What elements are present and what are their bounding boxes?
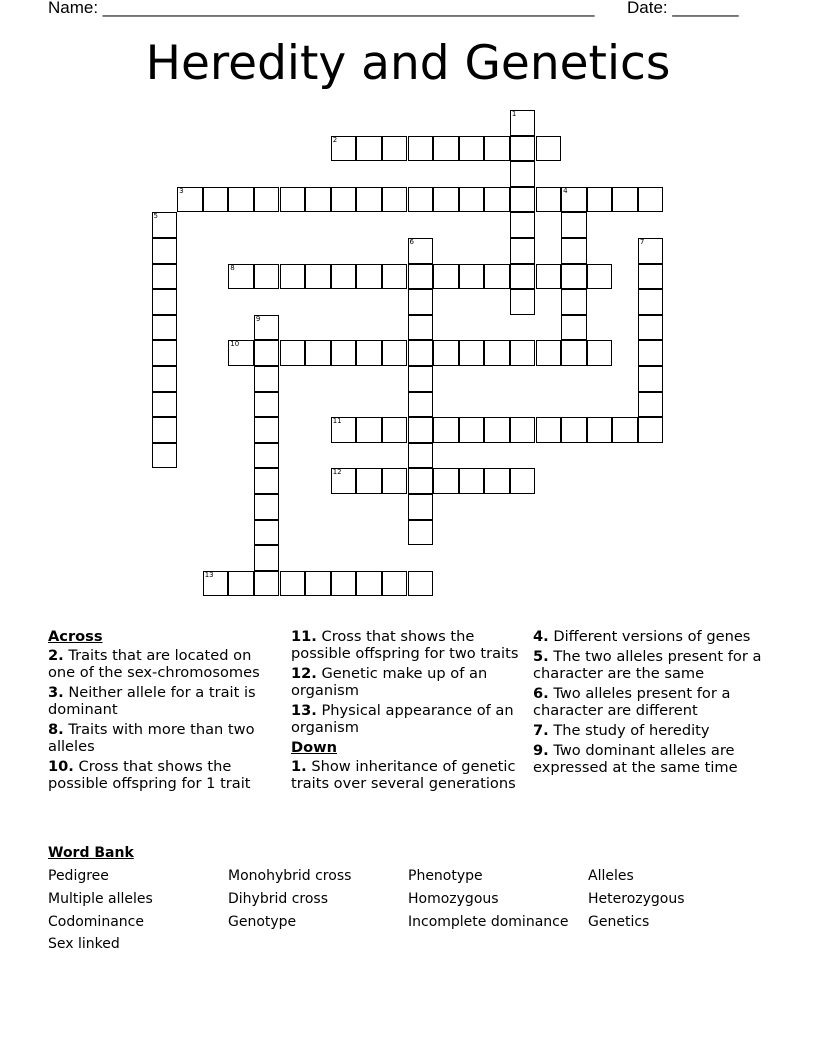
crossword-cell[interactable] (510, 468, 536, 494)
crossword-cell[interactable] (228, 571, 254, 597)
crossword-cell[interactable] (561, 264, 587, 290)
clue-across-13: 13. Physical appearance of an organism (291, 702, 514, 736)
crossword-cell[interactable] (408, 238, 434, 264)
crossword-cell[interactable] (254, 340, 280, 366)
word-bank-item: Dihybrid cross (228, 891, 328, 907)
crossword-cell[interactable] (305, 187, 331, 213)
clue-down-9: 9. Two dominant alleles are expressed at the same time (533, 742, 738, 776)
clue-number: 6 (409, 238, 414, 246)
crossword-cell[interactable] (484, 340, 510, 366)
clue-number: 10 (230, 340, 240, 349)
crossword-cell[interactable] (561, 238, 587, 264)
crossword-cell[interactable] (459, 136, 485, 162)
crossword-cell[interactable] (638, 187, 664, 213)
crossword-cell[interactable] (254, 264, 280, 290)
crossword-cell[interactable] (280, 264, 306, 290)
clue-number: 5 (153, 212, 158, 221)
crossword-cell[interactable] (510, 264, 536, 290)
crossword-cell[interactable] (382, 264, 408, 290)
crossword-cell[interactable] (408, 187, 434, 213)
crossword-cell[interactable] (510, 136, 536, 162)
crossword-cell[interactable] (152, 212, 178, 238)
crossword-cell[interactable] (382, 340, 408, 366)
crossword-cell[interactable] (331, 571, 357, 597)
crossword-cell[interactable] (510, 340, 536, 366)
crossword-cell[interactable] (152, 238, 178, 264)
word-bank-item: Homozygous (408, 891, 499, 907)
crossword-cell[interactable] (382, 417, 408, 443)
crossword-cell[interactable] (382, 187, 408, 213)
crossword-cell[interactable] (280, 571, 306, 597)
crossword-cell[interactable] (459, 264, 485, 290)
crossword-cell[interactable] (536, 264, 562, 290)
crossword-cell[interactable] (254, 545, 280, 571)
crossword-cell[interactable] (305, 264, 331, 290)
crossword-cell[interactable] (152, 392, 178, 418)
clue-across-3: 3. Neither allele for a trait is dominant (48, 684, 256, 718)
crossword-cell[interactable] (254, 392, 280, 418)
crossword-cell[interactable] (356, 187, 382, 213)
crossword-cell[interactable] (638, 392, 664, 418)
crossword-cell[interactable] (536, 187, 562, 213)
crossword-cell[interactable] (408, 315, 434, 341)
crossword-cell[interactable] (433, 187, 459, 213)
crossword-cell[interactable] (510, 161, 536, 187)
crossword-cell[interactable] (408, 417, 434, 443)
crossword-cell[interactable] (254, 417, 280, 443)
crossword-cell[interactable] (638, 417, 664, 443)
clue-down-5: 5. The two alleles present for a character are the same (533, 648, 762, 682)
word-bank-item: Alleles (588, 868, 634, 884)
clue-across-8: 8. Traits with more than two alleles (48, 721, 255, 755)
crossword-cell[interactable] (152, 264, 178, 290)
crossword-cell[interactable] (459, 417, 485, 443)
clues-column-3 (533, 628, 768, 779)
crossword-cell[interactable] (254, 494, 280, 520)
crossword-cell[interactable] (408, 366, 434, 392)
crossword-cell[interactable] (433, 468, 459, 494)
crossword-cell[interactable] (536, 136, 562, 162)
crossword-cell[interactable] (408, 136, 434, 162)
crossword-cell[interactable] (305, 571, 331, 597)
crossword-cell[interactable] (331, 340, 357, 366)
crossword-cell[interactable] (484, 417, 510, 443)
crossword-cell[interactable] (382, 136, 408, 162)
crossword-cell[interactable] (152, 417, 178, 443)
across-heading: Across (48, 628, 103, 645)
clue-number: 9 (255, 314, 261, 323)
crossword-cell[interactable] (408, 392, 434, 418)
crossword-cell[interactable] (331, 187, 357, 213)
crossword-cell[interactable] (228, 340, 254, 366)
page-title: Heredity and Genetics (145, 36, 671, 91)
crossword-cell[interactable] (203, 187, 229, 213)
crossword-cell[interactable] (152, 315, 178, 341)
crossword-cell[interactable] (561, 289, 587, 315)
crossword-cell[interactable] (484, 468, 510, 494)
clue-number: 1 (511, 110, 517, 118)
crossword-cell[interactable] (459, 340, 485, 366)
crossword-cell[interactable] (356, 417, 382, 443)
crossword-cell[interactable] (254, 571, 280, 597)
crossword-cell[interactable] (408, 443, 434, 469)
crossword-cell[interactable] (612, 417, 638, 443)
crossword-cell[interactable] (254, 468, 280, 494)
crossword-cell[interactable] (408, 494, 434, 520)
clue-down-4: 4. Different versions of genes (533, 628, 751, 645)
crossword-cell[interactable] (254, 366, 280, 392)
crossword-cell[interactable] (587, 417, 613, 443)
crossword-cell[interactable] (331, 417, 357, 443)
crossword-cell[interactable] (254, 443, 280, 469)
crossword-cell[interactable] (280, 340, 306, 366)
crossword-cell[interactable] (356, 340, 382, 366)
word-bank-item: Codominance (48, 914, 144, 930)
clue-number: 8 (230, 263, 235, 272)
crossword-cell[interactable] (561, 417, 587, 443)
crossword-cell[interactable] (228, 264, 254, 290)
clue-number: 3 (179, 186, 184, 195)
clue-across-2: 2. Traits that are located on one of the sex-chromosomes (48, 647, 260, 681)
crossword-cell[interactable] (561, 340, 587, 366)
crossword-cell[interactable] (305, 340, 331, 366)
crossword-cell[interactable] (228, 187, 254, 213)
crossword-cell[interactable] (638, 366, 664, 392)
crossword-cell[interactable] (177, 187, 203, 213)
clue-down-6: 6. Two alleles present for a character are different (533, 685, 731, 719)
word-bank-item: Heterozygous (588, 891, 685, 907)
crossword-cell[interactable] (510, 289, 536, 315)
word-bank-item: Multiple alleles (48, 891, 153, 907)
crossword-cell[interactable] (638, 264, 664, 290)
crossword-cell[interactable] (280, 187, 306, 213)
crossword-cell[interactable] (254, 315, 280, 341)
clue-number: 13 (204, 570, 214, 579)
crossword-cell[interactable] (331, 468, 357, 494)
crossword-cell[interactable] (408, 340, 434, 366)
crossword-cell[interactable] (382, 571, 408, 597)
crossword-cell[interactable] (408, 468, 434, 494)
clue-number: 11 (332, 417, 342, 426)
crossword-cell[interactable] (408, 264, 434, 290)
crossword-cell[interactable] (484, 187, 510, 213)
crossword-cell[interactable] (638, 238, 664, 264)
crossword-cell[interactable] (561, 187, 587, 213)
crossword-cell[interactable] (356, 571, 382, 597)
crossword-cell[interactable] (433, 136, 459, 162)
crossword-cell[interactable] (510, 110, 536, 136)
clue-down-1: 1. Show inheritance of genetic traits over several generations (291, 758, 516, 792)
crossword-cell[interactable] (587, 264, 613, 290)
clue-number: 2 (332, 135, 338, 144)
crossword-cell[interactable] (638, 340, 664, 366)
crossword-cell[interactable] (612, 187, 638, 213)
crossword-cell[interactable] (510, 417, 536, 443)
clue-across-11: 11. Cross that shows the possible offspring for two traits (291, 628, 519, 662)
crossword-cell[interactable] (382, 468, 408, 494)
clues-column-2 (291, 628, 526, 795)
crossword-cell[interactable] (638, 289, 664, 315)
crossword-cell[interactable] (408, 520, 434, 546)
word-bank-item: Sex linked (48, 936, 120, 952)
crossword-cell[interactable] (484, 264, 510, 290)
crossword-cell[interactable] (510, 238, 536, 264)
clue-across-12: 12. Genetic make up of an organism (291, 665, 488, 699)
crossword-cell[interactable] (331, 264, 357, 290)
crossword-cell[interactable] (510, 212, 536, 238)
crossword-cell[interactable] (331, 136, 357, 162)
crossword-cell[interactable] (484, 136, 510, 162)
crossword-cell[interactable] (433, 264, 459, 290)
crossword-cell[interactable] (536, 417, 562, 443)
crossword-cell[interactable] (203, 571, 229, 597)
crossword-cell[interactable] (356, 264, 382, 290)
word-bank-item: Phenotype (408, 868, 483, 884)
crossword-cell[interactable] (408, 571, 434, 597)
crossword-cell[interactable] (152, 443, 178, 469)
crossword-cell[interactable] (561, 315, 587, 341)
clue-down-7: 7. The study of heredity (533, 722, 710, 739)
word-bank-heading: Word Bank (48, 845, 134, 861)
crossword-cell[interactable] (254, 520, 280, 546)
crossword-cell[interactable] (459, 468, 485, 494)
crossword-cell[interactable] (356, 136, 382, 162)
crossword-cell[interactable] (536, 340, 562, 366)
crossword-cell[interactable] (510, 187, 536, 213)
crossword-cell[interactable] (408, 289, 434, 315)
word-bank-item: Genotype (228, 914, 297, 930)
crossword-cell[interactable] (254, 187, 280, 213)
crossword-cell[interactable] (152, 340, 178, 366)
word-bank-item: Genetics (588, 914, 650, 930)
word-bank-item: Monohybrid cross (228, 868, 352, 884)
crossword-cell[interactable] (587, 187, 613, 213)
clue-number: 12 (332, 468, 342, 477)
crossword-cell[interactable] (433, 417, 459, 443)
crossword-cell[interactable] (459, 187, 485, 213)
down-heading: Down (291, 739, 338, 756)
word-bank-item: Incomplete dominance (408, 914, 569, 930)
crossword-cell[interactable] (433, 340, 459, 366)
crossword-cell[interactable] (638, 315, 664, 341)
clue-across-10: 10. Cross that shows the possible offspring for 1 trait (48, 758, 251, 792)
date-field[interactable]: Date: _______ (627, 0, 739, 17)
name-field[interactable]: Name: ____________________________________________________ (48, 0, 595, 17)
clues-column-1 (48, 628, 283, 795)
word-bank-item: Pedigree (48, 868, 109, 884)
clue-number: 7 (639, 238, 645, 246)
crossword-cell[interactable] (587, 340, 613, 366)
crossword-cell[interactable] (356, 468, 382, 494)
crossword-cell[interactable] (152, 366, 178, 392)
crossword-cell[interactable] (152, 289, 178, 315)
crossword-cell[interactable] (561, 212, 587, 238)
clue-number: 4 (563, 186, 568, 195)
